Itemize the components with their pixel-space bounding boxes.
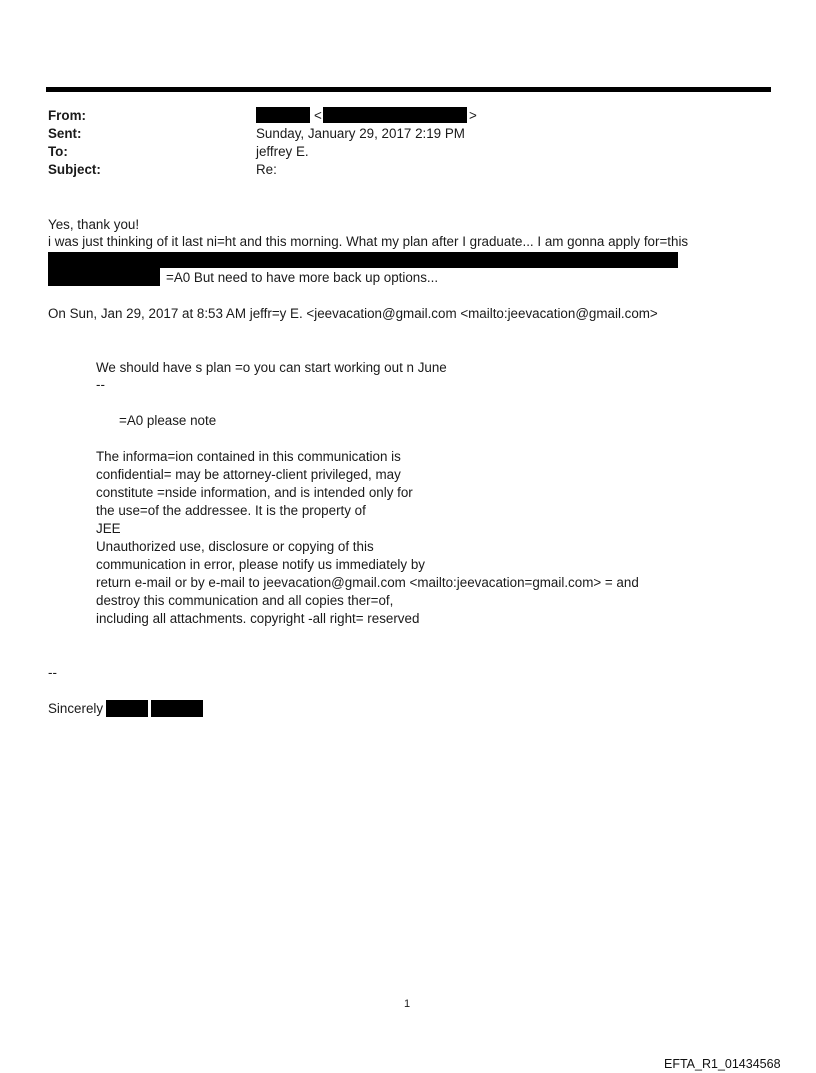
sent-value: Sunday, January 29, 2017 2:19 PM xyxy=(256,126,465,141)
sent-label: Sent: xyxy=(48,126,82,141)
body-line-2: =A0 But need to have more back up options... xyxy=(166,270,439,285)
redaction-body-line xyxy=(48,252,678,268)
subject-value: Re: xyxy=(256,162,277,177)
body-greeting: Yes, thank you! xyxy=(48,217,140,232)
redaction-sender-name xyxy=(256,107,310,123)
disclaimer-line: JEE xyxy=(96,521,121,536)
subject-label: Subject: xyxy=(48,162,101,177)
disclaimer-line: constitute =nside information, and is intended only for xyxy=(96,485,413,500)
from-lt: < xyxy=(314,108,322,123)
disclaimer-line: Unauthorized use, disclosure or copying of this xyxy=(96,539,374,554)
disclaimer-line: including all attachments. copyright -all right= reserved xyxy=(96,611,420,626)
quoted-please-note: =A0 please note xyxy=(119,413,217,428)
redaction-signature-first xyxy=(106,700,148,717)
redaction-body-program xyxy=(48,268,160,286)
disclaimer-line: the use=of the addressee. It is the property of xyxy=(96,503,366,518)
page-number: 1 xyxy=(404,998,411,1010)
disclaimer-line: The informa=ion contained in this communication is xyxy=(96,449,401,464)
from-gt: > xyxy=(469,108,477,123)
disclaimer-line: communication in error, please notify us immediately by xyxy=(96,557,425,572)
quoted-line-1: We should have s plan =o you can start working out n June xyxy=(96,360,447,375)
signature-sincerely: Sincerely xyxy=(48,701,104,716)
quote-header: On Sun, Jan 29, 2017 at 8:53 AM jeffr=y E. <jeevacation@gmail.com <mailto:jeevacation@gmail.com> xyxy=(48,306,658,321)
disclaimer-line: destroy this communication and all copies ther=of, xyxy=(96,593,394,608)
redaction-sender-email xyxy=(323,107,467,123)
to-value: jeffrey E. xyxy=(256,144,309,159)
signature-dashes: -- xyxy=(48,665,57,680)
disclaimer-line: return e-mail or by e-mail to jeevacation@gmail.com <mailto:jeevacation=gmail.com> = and xyxy=(96,575,639,590)
from-label: From: xyxy=(48,108,86,123)
body-line-1: i was just thinking of it last ni=ht and this morning. What my plan after I graduate... I am gonna apply for=this xyxy=(48,234,689,249)
header-rule xyxy=(46,87,771,92)
quoted-dashes: -- xyxy=(96,377,105,392)
disclaimer-line: confidential= may be attorney-client privileged, may xyxy=(96,467,401,482)
redaction-signature-last xyxy=(151,700,203,717)
to-label: To: xyxy=(48,144,68,159)
document-id: EFTA_R1_01434568 xyxy=(664,1057,781,1071)
